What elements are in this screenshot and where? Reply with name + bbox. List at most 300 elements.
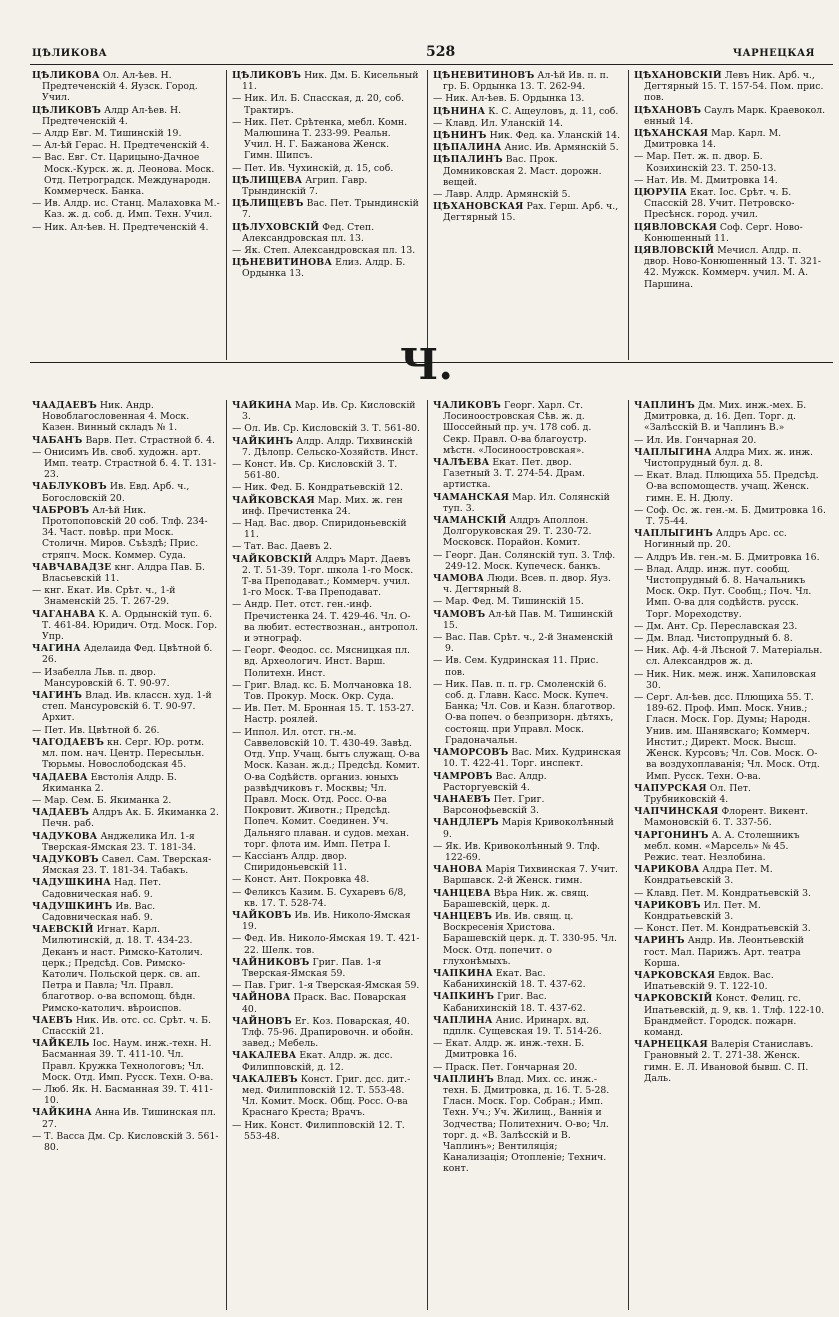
entry-surname: ЧАЙНОВА bbox=[232, 992, 291, 1004]
directory-subentry: — Фед. Ив. Николо-Ямская 19. Т. 421-22. Шелк. тов. bbox=[232, 933, 420, 956]
directory-subentry: — Онисимъ Ив. своб. художн. арт. Имп. театр. Страстной б. 4. Т. 131-23. bbox=[32, 446, 217, 481]
entry-details: Валерія Станиславъ. Грановный 2. Т. 271-38. Женск. гимн. Е. Л. Ивановой бывш. С. П. Даль. bbox=[644, 1039, 814, 1084]
entry-details: Праск. Вас. Поварская 40. bbox=[242, 992, 407, 1015]
directory-subentry: — Ник. Пет. Срѣтенка, мебл. Комн. Малюшина Т. 233-99. Реальн. Учил. Н. Г. Бажанова Женск. Гимн. Шипсъ. bbox=[232, 116, 408, 162]
directory-entry bbox=[634, 447, 826, 469]
directory-subentry: — Конст. Пет. М. Кондратьевскій 3. bbox=[634, 923, 811, 935]
entry-details: Алдр. Алдр. Тихвинскій 7. Дѣлопр. Сельско-Хозяйств. Инст. bbox=[242, 435, 419, 458]
directory-entry bbox=[634, 783, 826, 805]
directory-entry bbox=[232, 400, 420, 422]
directory-subentry: — Ал-ѣй Герас. Н. Предтеченскій 4. bbox=[32, 140, 210, 152]
directory-entry bbox=[32, 854, 220, 876]
directory-entry bbox=[634, 900, 826, 922]
entry-surname: ЦЮРУПА bbox=[634, 187, 688, 199]
directory-subentry: — Лавр. Алдр. Армянскій 5. bbox=[433, 189, 571, 201]
directory-entry bbox=[433, 573, 621, 595]
directory-subentry: — Пет. Ив. Чухинскій, д. 15, соб. bbox=[232, 162, 394, 174]
entry-details: Екат. Пет. двор. Газетный 3. Т. 274-54. Драм. артистка. bbox=[443, 457, 585, 491]
directory-subentry: — Георг. Дан. Солянскій туп. 3. Тлф. 249-12. Моск. Купеческ. банкъ. bbox=[433, 549, 616, 572]
entry-surname: ЧАПКИНЪ bbox=[433, 991, 495, 1003]
directory-entry bbox=[232, 436, 420, 458]
entry-surname: ЧАНДЛЕРЪ bbox=[433, 817, 499, 829]
entry-details: Мечисл. Алдр. п. двор. Ново-Конюшенный 13. Т. 321-42. Мужск. Коммерч. учил. М. А. Паршина. bbox=[644, 245, 822, 290]
directory-entry bbox=[433, 817, 621, 839]
entry-surname: ЧАБЛУКОВЪ bbox=[32, 481, 107, 493]
directory-entry bbox=[433, 154, 621, 188]
entry-details: Анджелика Ил. 1-я Тверская-Ямская 23. Т. 181-34. bbox=[42, 830, 197, 853]
entry-details: Варв. Пет. Страстной б. 4. bbox=[85, 434, 215, 446]
entry-surname: ЧАРКОВСКАЯ bbox=[634, 969, 716, 981]
directory-subentry: — Ив. Алдр. ис. Станц. Малаховка М.-Каз. ж. д. соб. д. Имп. Техн. Учил. bbox=[32, 198, 220, 221]
directory-subentry: — Як. Ив. Кривоколѣнный 9. Тлф. 122-69. bbox=[433, 840, 600, 863]
entry-surname: ЧАДУКОВЪ bbox=[32, 853, 99, 865]
header-right-word: ЧАРНЕЦКАЯ bbox=[732, 48, 815, 59]
directory-entry bbox=[433, 864, 621, 886]
page-number: 528 bbox=[426, 44, 456, 60]
directory-entry bbox=[32, 690, 220, 724]
entry-surname: ЧАПЛИНА bbox=[433, 1014, 493, 1026]
directory-entry bbox=[232, 910, 420, 932]
directory-entry bbox=[32, 609, 220, 643]
page-header bbox=[30, 44, 825, 62]
directory-entry bbox=[32, 901, 220, 923]
entry-surname: ЧАРИКОВЪ bbox=[634, 899, 701, 911]
directory-entry bbox=[634, 935, 826, 969]
entry-details: кн. Серг. Юр. ротм. мл. пом. нач. Центр. Пересыльн. Тюрьмы. Новослободская 45. bbox=[42, 736, 205, 771]
directory-subentry: — кнг. Екат. Ив. Срѣт. ч., 1-й Знаменскій 25. Т. 267-29. bbox=[32, 585, 176, 608]
directory-entry bbox=[433, 991, 621, 1013]
entry-details: Евстолія Алдр. Б. Якиманка 2. bbox=[42, 771, 177, 794]
directory-subentry: — Праск. Пет. Гончарная 20. bbox=[433, 1061, 578, 1073]
directory-subentry: — Алдръ Ив. ген.-м. Б. Дмитровка 16. bbox=[634, 551, 820, 563]
directory-subentry: — Ник. Фед. Б. Кондратьевскій 12. bbox=[232, 482, 403, 494]
directory-entry bbox=[32, 924, 220, 1014]
bottom-column-2 bbox=[232, 400, 420, 1310]
directory-entry bbox=[32, 643, 220, 665]
entry-details: Георг. Харл. Ст. Лосиноостровская Сѣв. ж. д. Шоссейный пр. уч. 178 соб. д. Секр. Правл. О-ва благоустр. мѣстн. «Лосиноостровская». bbox=[443, 400, 592, 456]
entry-details: Игнат. Карл. Милютинскій, д. 18. Т. 434-23. Деканъ и наст. Римско-Католич. церк.; Предсѣд. Сов. Римско-Католич. Польской церк. св. ап. Петра и Павла; Чл. Правл. благотвор. о-ва вспомощ. бѣдн. Римско-католич. вѣроиспов. bbox=[42, 924, 203, 1014]
entry-surname: ЧАЛѢЕВА bbox=[433, 457, 490, 469]
entry-details: Вас. Мих. Кудринская 10. Т. 422-41. Торг. инспект. bbox=[443, 747, 621, 770]
directory-subentry: — Ник. Пав. п. п. гр. Смоленскій 6. соб. д. Главн. Касс. Моск. Купеч. Банка; Чл. Сов. и Казн. благотвор. О-ва попеч. о безпризорн. дѣтяхъ, состоящ. при Управл. Моск. Градоначальн. bbox=[433, 678, 616, 746]
entry-details: Вас. Прок. Домниковская 2. Маст. дорожн. вещей. bbox=[443, 154, 602, 188]
entry-surname: ЧАПЛЫГИНА bbox=[634, 446, 712, 458]
directory-subentry: — Соф. Ос. ж. ген.-м. Б. Дмитровка 16. Т. 75-44. bbox=[634, 504, 826, 528]
directory-entry bbox=[634, 105, 826, 127]
directory-entry bbox=[232, 495, 420, 517]
directory-subentry: — Андр. Пет. отст. ген.-инф. Пречистенка 24. Т. 429-46. Чл. О-ва любит. естествознан., антропол. и этнограф. bbox=[232, 599, 419, 645]
directory-subentry: — Изабелла Льв. п. двор. Мансуровскій 6. Т. 90-97. bbox=[32, 666, 170, 689]
entry-surname: ЧАРИНЪ bbox=[634, 935, 685, 947]
entry-details: Ал-ѣй Пав. М. Тишинскій 15. bbox=[443, 608, 614, 631]
entry-details: Над. Пет. Садовническая наб. 9. bbox=[42, 877, 162, 900]
entry-details: Флорент. Викент. Мамоновскій 6. Т. 337-56. bbox=[644, 806, 809, 829]
directory-entry bbox=[32, 807, 220, 829]
directory-subentry: — Ник. Ал-ѣев. Н. Предтеченскій 4. bbox=[32, 221, 209, 233]
entry-surname: ЧАКАЛЕВЪ bbox=[232, 1073, 298, 1085]
directory-entry bbox=[32, 481, 220, 503]
header-left-word: ЦѢЛИКОВА bbox=[32, 48, 108, 59]
entry-surname: ЧАПКИНА bbox=[433, 967, 493, 979]
entry-surname: ЧАЕВСКІЙ bbox=[32, 924, 94, 936]
entry-details: К. С. Ащеуловъ, д. 11, соб. bbox=[488, 105, 619, 117]
entry-surname: ЦѢНИНА bbox=[433, 105, 486, 117]
entry-details: Марія Тихвинская 7. Учит. Варшавск. 2-й Женск. гимн. bbox=[443, 864, 618, 887]
directory-subentry: — Дм. Влад. Чистопрудный б. 8. bbox=[634, 633, 793, 645]
entry-surname: ЦѢЛУХОВСКІЙ bbox=[232, 221, 320, 233]
entry-surname: ЧАНОВА bbox=[433, 864, 483, 876]
entry-details: Левъ Ник. Арб. ч., Дегтярный 15. Т. 157-54. Пом. прис. пов. bbox=[644, 70, 824, 104]
directory-subentry: — Нат. Ив. М. Дмитровка 14. bbox=[634, 174, 778, 186]
entry-surname: ЧАМОВА bbox=[433, 573, 485, 585]
entry-surname: ЧАЙКОВСКІЙ bbox=[232, 553, 313, 565]
entry-details: Ив. Ив. свящ. ц. Воскресенія Христова. Барашевскій церк. д. Т. 330-95. Чл. Моск. Отд. попечит. о глухонѣмыхъ. bbox=[443, 910, 617, 967]
directory-subentry: — Мар. Фед. М. Тишинскій 15. bbox=[433, 596, 584, 608]
bottom-column-1 bbox=[32, 400, 220, 1310]
entry-details: Пет. Григ. Варсонофьевскій 3. bbox=[443, 793, 545, 817]
directory-entry bbox=[433, 457, 621, 491]
directory-entry bbox=[32, 105, 220, 127]
directory-entry bbox=[433, 106, 621, 117]
directory-entry bbox=[32, 562, 220, 584]
entry-details: Алдра Мих. ж. инж. Чистопрудный бул. д. 8. bbox=[644, 446, 813, 470]
directory-entry bbox=[433, 771, 621, 793]
directory-subentry: — Мар. Пет. ж. п. двор. Б. Козихинскій 23. Т. 250-13. bbox=[634, 151, 777, 174]
entry-details: Соф. Серг. Ново-Конюшенный 11. bbox=[644, 221, 803, 244]
directory-entry bbox=[634, 806, 826, 828]
directory-entry bbox=[634, 70, 826, 104]
entry-surname: ЧАПЛЫГИНЪ bbox=[634, 528, 713, 540]
entry-details: Мар. Ил. Солянскій туп. 3. bbox=[443, 491, 610, 514]
directory-entry bbox=[232, 992, 420, 1014]
directory-subentry: — Конст. Ант. Покровка 48. bbox=[232, 874, 370, 886]
directory-entry bbox=[32, 1038, 220, 1083]
entry-surname: ЧАМАНСКАЯ bbox=[433, 491, 510, 503]
directory-subentry: — Ник. Ал-ѣев. Б. Ордынка 13. bbox=[433, 93, 585, 105]
entry-details: Ник. Дм. Б. Кисельный 11. bbox=[242, 70, 419, 93]
directory-subentry: — Ил. Ив. Гончарная 20. bbox=[634, 434, 757, 446]
directory-subentry: — Георг. Феодос. сс. Мясницкая пл. вд. Археологич. Инст. Варш. Политехн. Инст. bbox=[232, 645, 411, 679]
bottom-entries-block bbox=[30, 400, 833, 1310]
directory-subentry: — Вас. Пав. Срѣт. ч., 2-й Знаменскій 9. bbox=[433, 632, 614, 655]
directory-entry bbox=[232, 957, 420, 979]
entry-surname: ЧАНЦЕВА bbox=[433, 887, 491, 899]
top-entries-block bbox=[30, 70, 833, 360]
entry-details: Анис. Ив. Армянскій 5. bbox=[504, 142, 619, 154]
top-column-3 bbox=[433, 70, 621, 360]
directory-entry bbox=[433, 794, 621, 816]
directory-entry bbox=[433, 609, 621, 631]
directory-subentry: — Ник. Конст. Филипповскій 12. Т. 553-48. bbox=[232, 1119, 405, 1142]
directory-entry bbox=[433, 130, 621, 141]
entry-surname: ЦѢЛИКОВА bbox=[32, 70, 100, 81]
entry-surname: ЧАРИКОВА bbox=[634, 864, 700, 876]
entry-details: Екат. Вас. Кабанихинскій 18. Т. 437-62. bbox=[443, 967, 586, 991]
directory-entry bbox=[433, 888, 621, 910]
entry-details: Ал-ѣй Ник. Протопоповскій 20 соб. Тлф. 234-34. Част. повѣр. при Моск. Столичн. Миров. Съѣздѣ; Прис. стряпч. Моск. Коммер. Суда. bbox=[42, 504, 208, 561]
entry-details: Андр. Ив. Леонтьевскій гост. Мал. Парижъ. Арт. театра Корша. bbox=[644, 935, 804, 969]
top-column-2 bbox=[232, 70, 420, 360]
entry-surname: ЧАЙКЕЛЬ bbox=[32, 1038, 90, 1050]
entry-details: Ег. Коз. Поварская, 40. Тлф. 75-96. Драпировочн. и обойн. завед.; Мебель. bbox=[242, 1015, 414, 1050]
entry-details: Ник. Ив. отс. сс. Срѣт. ч. Б. Спасскій 21. bbox=[42, 1014, 211, 1037]
entry-details: Ив. Ив. Николо-Ямская 19. bbox=[242, 909, 411, 933]
directory-subentry: — Тат. Вас. Даевъ 2. bbox=[232, 541, 333, 553]
entry-surname: ЦЯВЛОВСКАЯ bbox=[634, 221, 717, 233]
entry-surname: ЧАМОВЪ bbox=[433, 608, 486, 620]
entry-details: Іос. Наум. инж.-техн. Н. Басманная 39. Т. 411-10. Чл. Правл. Кружка Технологовъ; Чл. Моск. Отд. Имп. Русск. Техн. О-ва. bbox=[42, 1038, 214, 1083]
directory-entry bbox=[634, 970, 826, 992]
directory-entry bbox=[634, 187, 826, 221]
entry-surname: ЧАЙКИНА bbox=[32, 1107, 92, 1119]
directory-entry bbox=[232, 1074, 420, 1119]
entry-surname: ЧАДУКОВА bbox=[32, 830, 98, 842]
entry-surname: ЧАЙКОВЪ bbox=[232, 909, 292, 921]
directory-entry bbox=[433, 911, 621, 967]
entry-details: Ник. Фед. ка. Уланскій 14. bbox=[489, 130, 621, 142]
entry-surname: ЧАРНЕЦКАЯ bbox=[634, 1039, 708, 1051]
entry-surname: ЧАДАЕВЪ bbox=[32, 807, 90, 819]
column-divider bbox=[427, 400, 428, 1310]
entry-details: Ник. Андр. Новоблагословенная 4. Моск. Казен. Винный складъ № 1. bbox=[42, 400, 190, 434]
bottom-column-4 bbox=[634, 400, 826, 1310]
entry-surname: ЦѢХАНСКАЯ bbox=[634, 128, 709, 140]
directory-subentry: — Екат. Влад. Плющиха 55. Предсѣд. О-ва вспомоществ. учащ. Женск. гимн. Е. Н. Дюлу. bbox=[634, 470, 819, 504]
entry-details: Люди. Всев. п. двор. Яуз. ч. Дегтярный 8. bbox=[443, 573, 611, 596]
entry-surname: ЧАГОДАЕВЪ bbox=[32, 736, 105, 748]
directory-subentry: — Иппол. Ил. отст. гн.-м. Саввеловскій 10. Т. 430-49. Завѣд. Отд. Упр. Учащ. бытъ служащ. О-ва Моск. Казан. ж.д.; Предсѣд. Комит. О-ва Содѣйств. организ. юныхъ развѣдчиковъ г. Москвы; Чл. Правл. Моск. Отд. Росс. О-ва Покровит. Животн.; Предсѣд. Попеч. Комит. Соединен. Уч. Дальняго плаван. и судов. механ. торг. флота им. Имп. Петра I. bbox=[232, 726, 420, 850]
directory-subentry: — Люб. Як. Н. Басманная 39. Т. 411-10. bbox=[32, 1083, 213, 1107]
entry-surname: ЧАНЦЕВЪ bbox=[433, 910, 493, 922]
entry-details: Дм. Мих. инж.-мех. Б. Дмитровка, д. 16. Деп. Торг. д. «Залѣсскій В. и Чаплинъ В.» bbox=[644, 400, 807, 434]
directory-subentry: — Феликсъ Казим. Б. Сухаревъ 6/8, кв. 17. Т. 528-74. bbox=[232, 886, 407, 909]
bottom-column-3 bbox=[433, 400, 621, 1310]
directory-subentry: — Ник. Аф. 4-й Лѣсной 7. Матеріальн. сл. Александров ж. д. bbox=[634, 645, 823, 668]
entry-details: Конст. Григ. дсс. дит.-мед. Филипповскій 12. Т. 553-48. Чл. Комит. Моск. Общ. Росс. О-ва Краснаго Креста; Врачъ. bbox=[242, 1073, 411, 1119]
directory-entry bbox=[32, 505, 220, 561]
entry-surname: ЧАЙНОВЪ bbox=[232, 1015, 292, 1027]
directory-entry bbox=[433, 968, 621, 990]
directory-entry bbox=[634, 864, 826, 886]
directory-entry bbox=[32, 435, 220, 446]
entry-details: Анна Ив. Тишинская пл. 27. bbox=[42, 1107, 216, 1130]
entry-details: Вас. Пет. Трындинскій 7. bbox=[242, 198, 419, 221]
directory-subentry: — Пет. Ив. Цвѣтной б. 26. bbox=[32, 724, 160, 736]
entry-surname: ЧАГИНЪ bbox=[32, 690, 83, 702]
directory-entry bbox=[32, 831, 220, 853]
column-divider bbox=[226, 70, 227, 360]
entry-details: Мар. Ив. Ср. Кисловскій 3. bbox=[242, 400, 416, 423]
directory-subentry: — Влад. Алдр. инж. пут. сообщ. Чистопрудный б. 8. Начальникъ Моск. Окр. Пут. Сообщ.; Поч. Чл. Имп. О-ва для содѣйств. русск. Торг. Мореходству. bbox=[634, 563, 812, 620]
directory-entry bbox=[634, 993, 826, 1038]
entry-surname: ЧАНАЕВЪ bbox=[433, 793, 491, 805]
entry-surname: ЧАВЧАВАДЗЕ bbox=[32, 561, 112, 573]
directory-entry bbox=[634, 528, 826, 550]
entry-surname: ЧАМОРСОВЪ bbox=[433, 747, 509, 759]
entry-details: Мар. Мих. ж. ген инф. Пречистенка 24. bbox=[242, 494, 403, 517]
entry-surname: ЧАГИНА bbox=[32, 643, 81, 655]
entry-details: Григ. Вас. Кабанихинскій 18. Т. 437-62. bbox=[443, 991, 586, 1014]
entry-details: Мар. Карл. М. Дмитровка 14. bbox=[644, 128, 782, 151]
entry-surname: ЧАБАНЪ bbox=[32, 434, 83, 446]
directory-entry bbox=[232, 1016, 420, 1050]
directory-entry bbox=[433, 142, 621, 153]
entry-surname: ЦѢНИНЪ bbox=[433, 130, 487, 142]
entry-surname: ЧААДАЕВЪ bbox=[32, 400, 97, 411]
directory-entry bbox=[32, 400, 220, 434]
directory-entry bbox=[634, 245, 826, 290]
entry-details: Аделаида Фед. Цвѣтной б. 26. bbox=[42, 643, 213, 666]
directory-entry bbox=[232, 554, 420, 599]
directory-subentry: — Як. Степ. Александровская пл. 13. bbox=[232, 245, 416, 257]
directory-entry bbox=[32, 70, 220, 104]
directory-subentry: — Клавд. Пет. М. Кондратьевскій 3. bbox=[634, 887, 812, 899]
entry-details: Ил. Пет. М. Кондратьевскій 3. bbox=[644, 899, 761, 922]
directory-entry bbox=[32, 737, 220, 771]
entry-details: Савел. Сам. Тверская-Ямская 23. Т. 181-34. Табакъ. bbox=[42, 853, 212, 877]
entry-details: Влад. Ив. классн. худ. 1-й степ. Мансуровскій 6. Т. 90-97. Архит. bbox=[42, 690, 212, 724]
entry-details: Марія Кривоколѣнный 9. bbox=[443, 817, 614, 840]
entry-details: Алдр Ал-ѣев. Н. Предтеченскій 4. bbox=[42, 104, 182, 127]
entry-details: Григ. Пав. 1-я Тверская-Ямская 59. bbox=[242, 956, 382, 979]
entry-details: Рах. Герш. Арб. ч., Дегтярный 15. bbox=[443, 201, 619, 224]
directory-subentry: — Дм. Ант. Ср. Переславская 23. bbox=[634, 620, 798, 632]
entry-details: Ал-ѣй Ив. п. п. гр. Б. Ордынка 13. Т. 262-94. bbox=[443, 70, 609, 93]
header-rule bbox=[30, 64, 833, 65]
entry-surname: ЧАРКОВСКІЙ bbox=[634, 993, 713, 1005]
entry-details: Конст. Фелиц. гс. Ипатьевскій, д. 9, кв. 1. Тлф. 122-10. Брандмейст. Городск. пожарн. команд. bbox=[644, 993, 825, 1038]
entry-surname: ЦѢЛИЩЕВЪ bbox=[232, 198, 304, 210]
entry-details: Елиз. Алдр. Б. Ордынка 13. bbox=[242, 257, 406, 280]
entry-surname: ЦѢЛИКОВЪ bbox=[32, 104, 102, 116]
entry-details: К. А. Ордынскій туп. 6. Т. 461-84. Юридич. Отд. Моск. Гор. Упр. bbox=[42, 608, 218, 643]
entry-details: Фед. Степ. Александровская пл. 13. bbox=[242, 221, 375, 244]
column-divider bbox=[628, 400, 629, 1310]
entry-details: Алдръ Арс. сс. Ногинный пр. 20. bbox=[644, 528, 787, 551]
entry-surname: ЧАМРОВЪ bbox=[433, 770, 493, 782]
directory-subentry: — Ник. Ил. Б. Спасская, д. 20, соб. Трактиръ. bbox=[232, 93, 405, 116]
directory-subentry: — Вас. Евг. Ст. Царицыно-Дачное Моск.-Курск. ж. д. Леонова. Моск. Отд. Петроградск. Международн. Коммерческ. Банка. bbox=[32, 152, 215, 198]
entry-details: А. А. Столешникъ мебл. комн. «Марсель» № 45. Режис. теат. Незлобина. bbox=[644, 829, 800, 863]
directory-entry bbox=[32, 877, 220, 899]
directory-entry bbox=[232, 198, 420, 220]
entry-surname: ЦѢПАЛИНЪ bbox=[433, 154, 503, 166]
directory-entry bbox=[232, 222, 420, 244]
top-column-4 bbox=[634, 70, 826, 360]
directory-entry bbox=[433, 70, 621, 92]
directory-entry bbox=[433, 400, 621, 456]
directory-entry bbox=[634, 1039, 826, 1084]
entry-surname: ЧАПЛИНЪ bbox=[433, 1073, 494, 1085]
entry-details: Ив. Вас. Садовническая наб. 9. bbox=[42, 900, 156, 923]
entry-details: Екат. Іос. Срѣт. ч. Б. Спасскій 28. Учит. Петровско-Пресѣнск. город. учил. bbox=[644, 187, 795, 221]
directory-subentry: — Григ. Влад. кс. Б. Молчановка 18. Тов. Прокур. Моск. Окр. Суда. bbox=[232, 679, 412, 703]
directory-entry bbox=[433, 492, 621, 514]
entry-details: кнг. Алдра Пав. Б. Власьевскій 11. bbox=[42, 561, 205, 585]
entry-details: Евдок. Вас. Ипатьевскій 9. Т. 122-10. bbox=[644, 969, 774, 993]
directory-entry bbox=[232, 175, 420, 197]
entry-surname: ЦѢЛИЩЕВА bbox=[232, 174, 303, 186]
entry-details: Вѣра Ник. ж. свящ. Барашевскій, церк. д. bbox=[443, 887, 589, 910]
directory-entry bbox=[433, 515, 621, 549]
directory-entry bbox=[32, 1107, 220, 1129]
entry-surname: ЦЯВЛОВСКІЙ bbox=[634, 245, 715, 257]
entry-surname: ЧАДАЕВА bbox=[32, 771, 88, 783]
entry-surname: ЧАЙКИНА bbox=[232, 400, 292, 411]
entry-surname: ЧАЙНИКОВЪ bbox=[232, 956, 310, 968]
entry-details: Алдръ Ак. Б. Якиманка 2. Печн. раб. bbox=[42, 807, 219, 830]
directory-subentry: — Мар. Сем. Б. Якиманка 2. bbox=[32, 794, 172, 806]
entry-surname: ЧАЛИКОВЪ bbox=[433, 400, 501, 411]
entry-surname: ЧАГАНАВА bbox=[32, 608, 96, 620]
entry-surname: ЦѢХАНОВСКІЙ bbox=[634, 70, 722, 81]
entry-surname: ЧАКАЛЕВА bbox=[232, 1050, 297, 1062]
column-divider bbox=[427, 70, 428, 360]
directory-entry bbox=[634, 222, 826, 244]
directory-subentry: — Ив. Сем. Кудринская 11. Прис. пов. bbox=[433, 655, 599, 678]
directory-subentry: — Алдр Евг. М. Тишинскій 19. bbox=[32, 128, 182, 140]
directory-subentry: — Ник. Ник. меж. инж. Хапиловская 30. bbox=[634, 668, 817, 691]
directory-entry bbox=[634, 400, 826, 434]
section-letter: Ч. bbox=[400, 340, 453, 389]
entry-surname: ЧАРГОНИНЪ bbox=[634, 829, 709, 841]
entry-surname: ЧАДУШКИНЪ bbox=[32, 900, 113, 912]
entry-surname: ЧАПЧИНСКАЯ bbox=[634, 806, 719, 818]
directory-entry bbox=[433, 747, 621, 769]
directory-entry bbox=[634, 128, 826, 150]
directory-entry bbox=[232, 70, 420, 92]
entry-details: Екат. Алдр. ж. дсс. Филипповскій, д. 12. bbox=[242, 1050, 393, 1073]
column-divider bbox=[628, 70, 629, 360]
directory-entry bbox=[433, 201, 621, 223]
entry-surname: ЦѢНЕВИТИНОВА bbox=[232, 257, 333, 269]
directory-subentry: — Кассіанъ Алдр. двор. Спиридоньевскій 11. bbox=[232, 850, 347, 874]
entry-details: Вас. Алдр. Расторгуевскій 4. bbox=[443, 770, 547, 793]
entry-details: Алдръ Аполлон. Долгоруковская 29. Т. 230-72. Московск. Порайон. Комит. bbox=[443, 515, 592, 549]
entry-details: Ол. Ал-ѣев. Н. Предтеченскій 4. Яузск. Город. Учил. bbox=[42, 70, 198, 104]
directory-subentry: — Клавд. Ил. Уланскій 14. bbox=[433, 117, 563, 129]
entry-details: Ол. Пет. Трубниковскій 4. bbox=[644, 782, 751, 805]
entry-surname: ЦѢНЕВИТИНОВЪ bbox=[433, 70, 535, 81]
directory-subentry: — Екат. Алдр. ж. инж.-техн. Б. Дмитровка 16. bbox=[433, 1038, 585, 1061]
entry-surname: ЧАПУРСКАЯ bbox=[634, 782, 707, 794]
directory-subentry: — Конст. Ив. Ср. Кисловскій 3. Т. 561-80. bbox=[232, 459, 398, 482]
directory-subentry: — Серг. Ал-ѣев. дсс. Плющиха 55. Т. 189-62. Проф. Имп. Моск. Унив.; Гласн. Моск. Гор. Думы; Народн. Унив. им. Шанявскаго; Коммерч. Инстит.; Директ. Моск. Высш. Женск. Курсовъ; Чл. Сов. Моск. О-ва воздухоплаванія; Чл. Моск. Отд. Имп. Русск. Техн. О-ва. bbox=[634, 692, 820, 782]
directory-entry bbox=[32, 772, 220, 794]
entry-surname: ЧАЙКОВСКАЯ bbox=[232, 494, 315, 506]
entry-surname: ЧАМАНСКІЙ bbox=[433, 515, 507, 527]
entry-surname: ЦѢЛИКОВЪ bbox=[232, 70, 302, 81]
directory-subentry: — Т. Васса Дм. Ср. Кисловскій 3. 561-80. bbox=[32, 1130, 219, 1153]
entry-surname: ЧАДУШКИНА bbox=[32, 877, 112, 889]
directory-entry bbox=[634, 830, 826, 864]
entry-surname: ЦѢХАНОВСКАЯ bbox=[433, 201, 524, 213]
entry-details: Ив. Евд. Арб. ч., Богословскій 20. bbox=[42, 481, 190, 504]
directory-entry bbox=[32, 1015, 220, 1037]
entry-details: Агрип. Гавр. Трындинскій 7. bbox=[242, 174, 368, 198]
directory-subentry: — Ив. Пет. М. Бронная 15. Т. 153-27. Настр. роялей. bbox=[232, 703, 415, 726]
entry-surname: ЦѢХАНОВЪ bbox=[634, 104, 702, 116]
column-divider bbox=[226, 400, 227, 1310]
entry-surname: ЧАБРОВЪ bbox=[32, 504, 90, 516]
directory-entry bbox=[433, 1015, 621, 1037]
entry-details: Алдра Пет. М. Кондратьевскій 3. bbox=[644, 864, 773, 887]
directory-subentry: — Ол. Ив. Ср. Кисловскій 3. Т. 561-80. bbox=[232, 423, 420, 435]
top-column-1 bbox=[32, 70, 220, 360]
entry-surname: ЧАПЛИНЪ bbox=[634, 400, 695, 411]
entry-surname: ЧАЙКИНЪ bbox=[232, 435, 294, 447]
directory-subentry: — Над. Вас. двор. Спиридоньевскій 11. bbox=[232, 518, 407, 541]
